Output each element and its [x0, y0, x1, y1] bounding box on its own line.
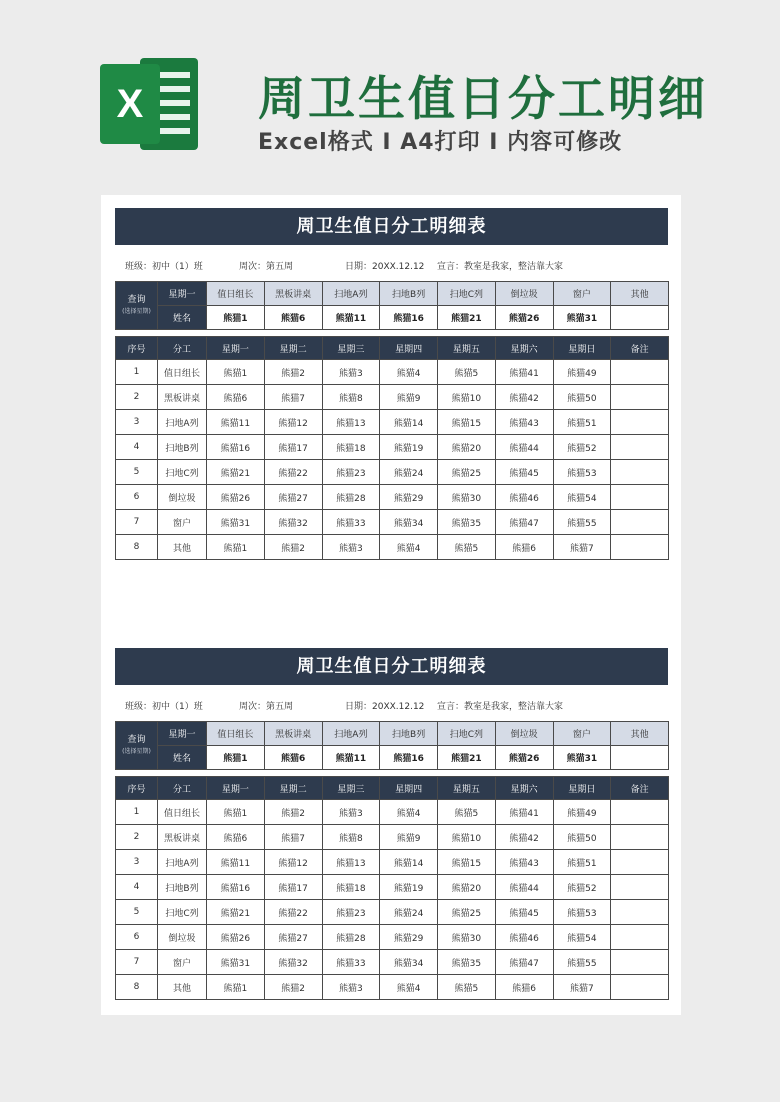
- table-row: [116, 800, 669, 825]
- duty-header-cell: 其他: [611, 722, 669, 746]
- table-cell: 熊猫24: [380, 900, 438, 925]
- name-cell: 熊猫11: [322, 306, 380, 330]
- column-header: 星期六: [495, 337, 553, 360]
- table-cell: 扫地C列: [158, 900, 207, 925]
- table-cell: 熊猫41: [495, 800, 553, 825]
- table-cell: 熊猫22: [264, 460, 322, 485]
- table-row: [116, 900, 669, 925]
- duty-sheet: [115, 208, 668, 560]
- table-cell: 熊猫55: [553, 510, 611, 535]
- table-cell: 熊猫55: [553, 950, 611, 975]
- table-cell: [611, 825, 669, 850]
- weekday-select[interactable]: 星期一: [158, 282, 207, 306]
- excel-logo-icon: [100, 58, 200, 150]
- banner-subtitle: Excel格式 I A4打印 I 内容可修改: [258, 130, 623, 155]
- column-header: 星期日: [553, 777, 611, 800]
- table-cell: 7: [116, 510, 158, 535]
- table-cell: 熊猫50: [553, 825, 611, 850]
- column-header: 星期日: [553, 337, 611, 360]
- table-cell: 熊猫52: [553, 875, 611, 900]
- table-cell: 黑板讲桌: [158, 825, 207, 850]
- table-cell: [611, 800, 669, 825]
- table-cell: [611, 850, 669, 875]
- duty-header-cell: 扫地B列: [380, 282, 438, 306]
- table-cell: 熊猫30: [438, 485, 496, 510]
- duty-header-cell: 值日组长: [207, 282, 265, 306]
- table-cell: 熊猫34: [380, 510, 438, 535]
- duty-header-cell: 扫地C列: [438, 282, 496, 306]
- table-cell: 熊猫33: [322, 950, 380, 975]
- column-header: 分工: [158, 337, 207, 360]
- name-cell: 熊猫31: [553, 746, 611, 770]
- column-header: 序号: [116, 777, 158, 800]
- table-cell: 熊猫11: [207, 850, 265, 875]
- table-cell: 熊猫11: [207, 410, 265, 435]
- table-cell: 熊猫28: [322, 485, 380, 510]
- motto-info: 宣言：教室是我家，整洁靠大家: [437, 262, 564, 272]
- table-cell: 1: [116, 800, 158, 825]
- table-cell: [611, 950, 669, 975]
- table-cell: [611, 900, 669, 925]
- table-cell: 8: [116, 535, 158, 560]
- table-cell: 熊猫53: [553, 900, 611, 925]
- table-cell: 熊猫1: [207, 800, 265, 825]
- table-cell: 2: [116, 825, 158, 850]
- table-cell: 熊猫31: [207, 510, 265, 535]
- table-cell: 熊猫7: [553, 535, 611, 560]
- table-row: [116, 510, 669, 535]
- table-cell: 熊猫23: [322, 900, 380, 925]
- name-cell: 熊猫16: [380, 306, 438, 330]
- table-cell: 熊猫2: [264, 535, 322, 560]
- table-cell: 熊猫4: [380, 800, 438, 825]
- table-cell: 熊猫16: [207, 435, 265, 460]
- date-info: 日期：20XX.12.12: [345, 702, 425, 712]
- table-cell: 扫地C列: [158, 460, 207, 485]
- duty-sheet: [115, 648, 668, 1000]
- table-cell: 熊猫44: [495, 875, 553, 900]
- table-cell: 熊猫4: [380, 360, 438, 385]
- table-cell: 熊猫1: [207, 975, 265, 1000]
- duty-header-cell: 值日组长: [207, 722, 265, 746]
- query-hint: (选择星期): [122, 307, 151, 315]
- table-cell: 熊猫7: [553, 975, 611, 1000]
- name-cell: [611, 746, 669, 770]
- table-cell: 熊猫43: [495, 410, 553, 435]
- table-cell: 熊猫49: [553, 800, 611, 825]
- query-table: [115, 721, 669, 770]
- column-header: 星期四: [380, 337, 438, 360]
- table-row: [116, 535, 669, 560]
- duty-header-cell: 窗户: [553, 722, 611, 746]
- table-cell: 熊猫32: [264, 950, 322, 975]
- table-cell: 熊猫17: [264, 435, 322, 460]
- query-table: [115, 281, 669, 330]
- table-cell: 熊猫44: [495, 435, 553, 460]
- name-cell: 熊猫21: [438, 306, 496, 330]
- table-cell: 熊猫26: [207, 485, 265, 510]
- table-cell: 窗户: [158, 510, 207, 535]
- banner-title: 周卫生值日分工明细: [258, 72, 708, 127]
- table-cell: 5: [116, 460, 158, 485]
- table-cell: 5: [116, 900, 158, 925]
- table-cell: 熊猫32: [264, 510, 322, 535]
- table-cell: 熊猫18: [322, 875, 380, 900]
- table-cell: 8: [116, 975, 158, 1000]
- table-cell: 熊猫6: [495, 535, 553, 560]
- table-cell: 熊猫20: [438, 435, 496, 460]
- table-cell: 值日组长: [158, 360, 207, 385]
- table-cell: 熊猫6: [207, 385, 265, 410]
- table-cell: 熊猫21: [207, 900, 265, 925]
- table-cell: 熊猫13: [322, 410, 380, 435]
- table-cell: 熊猫51: [553, 850, 611, 875]
- table-row: [116, 975, 669, 1000]
- table-cell: 熊猫54: [553, 485, 611, 510]
- table-cell: [611, 410, 669, 435]
- table-cell: 值日组长: [158, 800, 207, 825]
- table-cell: [611, 510, 669, 535]
- table-cell: 熊猫9: [380, 385, 438, 410]
- column-header: 星期五: [438, 777, 496, 800]
- table-cell: 熊猫28: [322, 925, 380, 950]
- table-cell: 熊猫26: [207, 925, 265, 950]
- class-info: 班级：初中（1）班: [125, 702, 203, 712]
- table-cell: 熊猫53: [553, 460, 611, 485]
- table-cell: 熊猫9: [380, 825, 438, 850]
- table-cell: 熊猫16: [207, 875, 265, 900]
- table-cell: 1: [116, 360, 158, 385]
- table-cell: 熊猫3: [322, 535, 380, 560]
- table-cell: 熊猫5: [438, 535, 496, 560]
- name-cell: 熊猫11: [322, 746, 380, 770]
- duty-header-cell: 扫地A列: [322, 722, 380, 746]
- table-cell: 熊猫31: [207, 950, 265, 975]
- info-row: [115, 245, 668, 281]
- name-cell: [611, 306, 669, 330]
- name-cell: 熊猫6: [264, 746, 322, 770]
- column-header: 星期一: [207, 777, 265, 800]
- table-cell: 熊猫2: [264, 360, 322, 385]
- column-header: 星期二: [264, 777, 322, 800]
- table-cell: 熊猫23: [322, 460, 380, 485]
- table-cell: 熊猫33: [322, 510, 380, 535]
- table-row: [116, 435, 669, 460]
- duty-header-cell: 黑板讲桌: [264, 282, 322, 306]
- column-header: 备注: [611, 337, 669, 360]
- table-cell: 熊猫4: [380, 975, 438, 1000]
- week-info: 周次：第五周: [239, 262, 294, 272]
- schedule-table: [115, 776, 669, 1000]
- table-cell: 熊猫6: [207, 825, 265, 850]
- table-cell: 熊猫46: [495, 485, 553, 510]
- table-cell: 熊猫20: [438, 875, 496, 900]
- week-info: 周次：第五周: [239, 702, 294, 712]
- duty-header-cell: 扫地A列: [322, 282, 380, 306]
- table-cell: 扫地B列: [158, 875, 207, 900]
- weekday-select[interactable]: 星期一: [158, 722, 207, 746]
- table-cell: 熊猫54: [553, 925, 611, 950]
- table-cell: 熊猫29: [380, 485, 438, 510]
- duty-header-cell: 其他: [611, 282, 669, 306]
- table-cell: 熊猫12: [264, 410, 322, 435]
- table-cell: 熊猫30: [438, 925, 496, 950]
- table-cell: 熊猫6: [495, 975, 553, 1000]
- table-cell: 3: [116, 410, 158, 435]
- table-row: [116, 385, 669, 410]
- duty-header-cell: 倒垃圾: [495, 722, 553, 746]
- table-row: [116, 410, 669, 435]
- table-cell: 熊猫2: [264, 975, 322, 1000]
- name-cell: 熊猫16: [380, 746, 438, 770]
- name-label: 姓名: [158, 746, 207, 770]
- table-cell: 熊猫14: [380, 850, 438, 875]
- duty-header-cell: 扫地B列: [380, 722, 438, 746]
- table-row: [116, 875, 669, 900]
- table-cell: 扫地B列: [158, 435, 207, 460]
- query-label: 查询 (选择星期): [116, 722, 158, 770]
- table-cell: 熊猫24: [380, 460, 438, 485]
- table-cell: 熊猫43: [495, 850, 553, 875]
- table-cell: 熊猫42: [495, 385, 553, 410]
- duty-header-cell: 扫地C列: [438, 722, 496, 746]
- table-cell: 6: [116, 925, 158, 950]
- table-cell: [611, 435, 669, 460]
- table-cell: 熊猫5: [438, 800, 496, 825]
- table-cell: 7: [116, 950, 158, 975]
- table-cell: 熊猫10: [438, 825, 496, 850]
- table-cell: [611, 385, 669, 410]
- table-cell: 熊猫42: [495, 825, 553, 850]
- date-info: 日期：20XX.12.12: [345, 262, 425, 272]
- table-cell: 熊猫19: [380, 875, 438, 900]
- name-cell: 熊猫6: [264, 306, 322, 330]
- table-cell: 其他: [158, 535, 207, 560]
- table-cell: 熊猫45: [495, 460, 553, 485]
- table-cell: 熊猫34: [380, 950, 438, 975]
- schedule-table: [115, 336, 669, 560]
- table-cell: 熊猫29: [380, 925, 438, 950]
- table-cell: 熊猫51: [553, 410, 611, 435]
- table-cell: 3: [116, 850, 158, 875]
- table-row: [116, 825, 669, 850]
- table-cell: 熊猫1: [207, 360, 265, 385]
- table-cell: 熊猫15: [438, 410, 496, 435]
- name-cell: 熊猫26: [495, 306, 553, 330]
- table-cell: 4: [116, 435, 158, 460]
- table-cell: 熊猫15: [438, 850, 496, 875]
- column-header: 星期一: [207, 337, 265, 360]
- table-cell: 熊猫3: [322, 800, 380, 825]
- table-row: [116, 850, 669, 875]
- name-cell: 熊猫1: [207, 746, 265, 770]
- table-cell: 熊猫45: [495, 900, 553, 925]
- duty-header-cell: 窗户: [553, 282, 611, 306]
- class-info: 班级：初中（1）班: [125, 262, 203, 272]
- table-cell: 倒垃圾: [158, 925, 207, 950]
- table-cell: 熊猫27: [264, 925, 322, 950]
- table-cell: 熊猫35: [438, 950, 496, 975]
- column-header: 星期三: [322, 337, 380, 360]
- table-cell: 熊猫50: [553, 385, 611, 410]
- column-header: 备注: [611, 777, 669, 800]
- table-cell: 熊猫35: [438, 510, 496, 535]
- motto-info: 宣言：教室是我家，整洁靠大家: [437, 702, 564, 712]
- table-cell: 熊猫47: [495, 510, 553, 535]
- table-cell: 熊猫14: [380, 410, 438, 435]
- excel-logo-letter: X: [100, 64, 160, 144]
- name-cell: 熊猫31: [553, 306, 611, 330]
- column-header: 星期三: [322, 777, 380, 800]
- table-cell: 熊猫47: [495, 950, 553, 975]
- query-label: 查询 (选择星期): [116, 282, 158, 330]
- column-header: 星期五: [438, 337, 496, 360]
- table-cell: 熊猫19: [380, 435, 438, 460]
- table-cell: 熊猫13: [322, 850, 380, 875]
- table-cell: 熊猫49: [553, 360, 611, 385]
- table-cell: 熊猫21: [207, 460, 265, 485]
- name-cell: 熊猫21: [438, 746, 496, 770]
- table-cell: 熊猫41: [495, 360, 553, 385]
- table-cell: [611, 535, 669, 560]
- column-header: 分工: [158, 777, 207, 800]
- table-cell: 熊猫5: [438, 975, 496, 1000]
- info-row: [115, 685, 668, 721]
- table-cell: 熊猫8: [322, 385, 380, 410]
- table-cell: 扫地A列: [158, 850, 207, 875]
- table-cell: 6: [116, 485, 158, 510]
- table-row: [116, 485, 669, 510]
- table-cell: 熊猫10: [438, 385, 496, 410]
- name-cell: 熊猫1: [207, 306, 265, 330]
- name-cell: 熊猫26: [495, 746, 553, 770]
- table-cell: 熊猫1: [207, 535, 265, 560]
- table-row: [116, 950, 669, 975]
- column-header: 序号: [116, 337, 158, 360]
- table-cell: 熊猫3: [322, 360, 380, 385]
- table-cell: [611, 975, 669, 1000]
- table-cell: 熊猫7: [264, 825, 322, 850]
- table-cell: [611, 485, 669, 510]
- table-cell: 窗户: [158, 950, 207, 975]
- table-cell: [611, 460, 669, 485]
- sheet-title: 周卫生值日分工明细表: [115, 648, 668, 685]
- table-cell: 熊猫22: [264, 900, 322, 925]
- table-cell: [611, 925, 669, 950]
- duty-header-cell: 黑板讲桌: [264, 722, 322, 746]
- table-cell: 黑板讲桌: [158, 385, 207, 410]
- table-cell: 4: [116, 875, 158, 900]
- table-cell: [611, 875, 669, 900]
- table-cell: 熊猫17: [264, 875, 322, 900]
- table-cell: 熊猫8: [322, 825, 380, 850]
- table-cell: [611, 360, 669, 385]
- table-cell: 扫地A列: [158, 410, 207, 435]
- banner: [0, 0, 780, 185]
- column-header: 星期六: [495, 777, 553, 800]
- table-cell: 熊猫52: [553, 435, 611, 460]
- table-cell: 熊猫25: [438, 900, 496, 925]
- table-cell: 熊猫5: [438, 360, 496, 385]
- column-header: 星期二: [264, 337, 322, 360]
- table-cell: 熊猫25: [438, 460, 496, 485]
- table-cell: 倒垃圾: [158, 485, 207, 510]
- table-cell: 熊猫18: [322, 435, 380, 460]
- table-cell: 熊猫4: [380, 535, 438, 560]
- table-cell: 其他: [158, 975, 207, 1000]
- table-cell: 熊猫12: [264, 850, 322, 875]
- name-label: 姓名: [158, 306, 207, 330]
- table-cell: 熊猫3: [322, 975, 380, 1000]
- table-row: [116, 925, 669, 950]
- document-page: [101, 195, 681, 1015]
- table-cell: 熊猫27: [264, 485, 322, 510]
- column-header: 星期四: [380, 777, 438, 800]
- duty-header-cell: 倒垃圾: [495, 282, 553, 306]
- sheet-title: 周卫生值日分工明细表: [115, 208, 668, 245]
- query-hint: (选择星期): [122, 747, 151, 755]
- table-row: [116, 360, 669, 385]
- table-row: [116, 460, 669, 485]
- table-cell: 2: [116, 385, 158, 410]
- table-cell: 熊猫2: [264, 800, 322, 825]
- table-cell: 熊猫46: [495, 925, 553, 950]
- table-cell: 熊猫7: [264, 385, 322, 410]
